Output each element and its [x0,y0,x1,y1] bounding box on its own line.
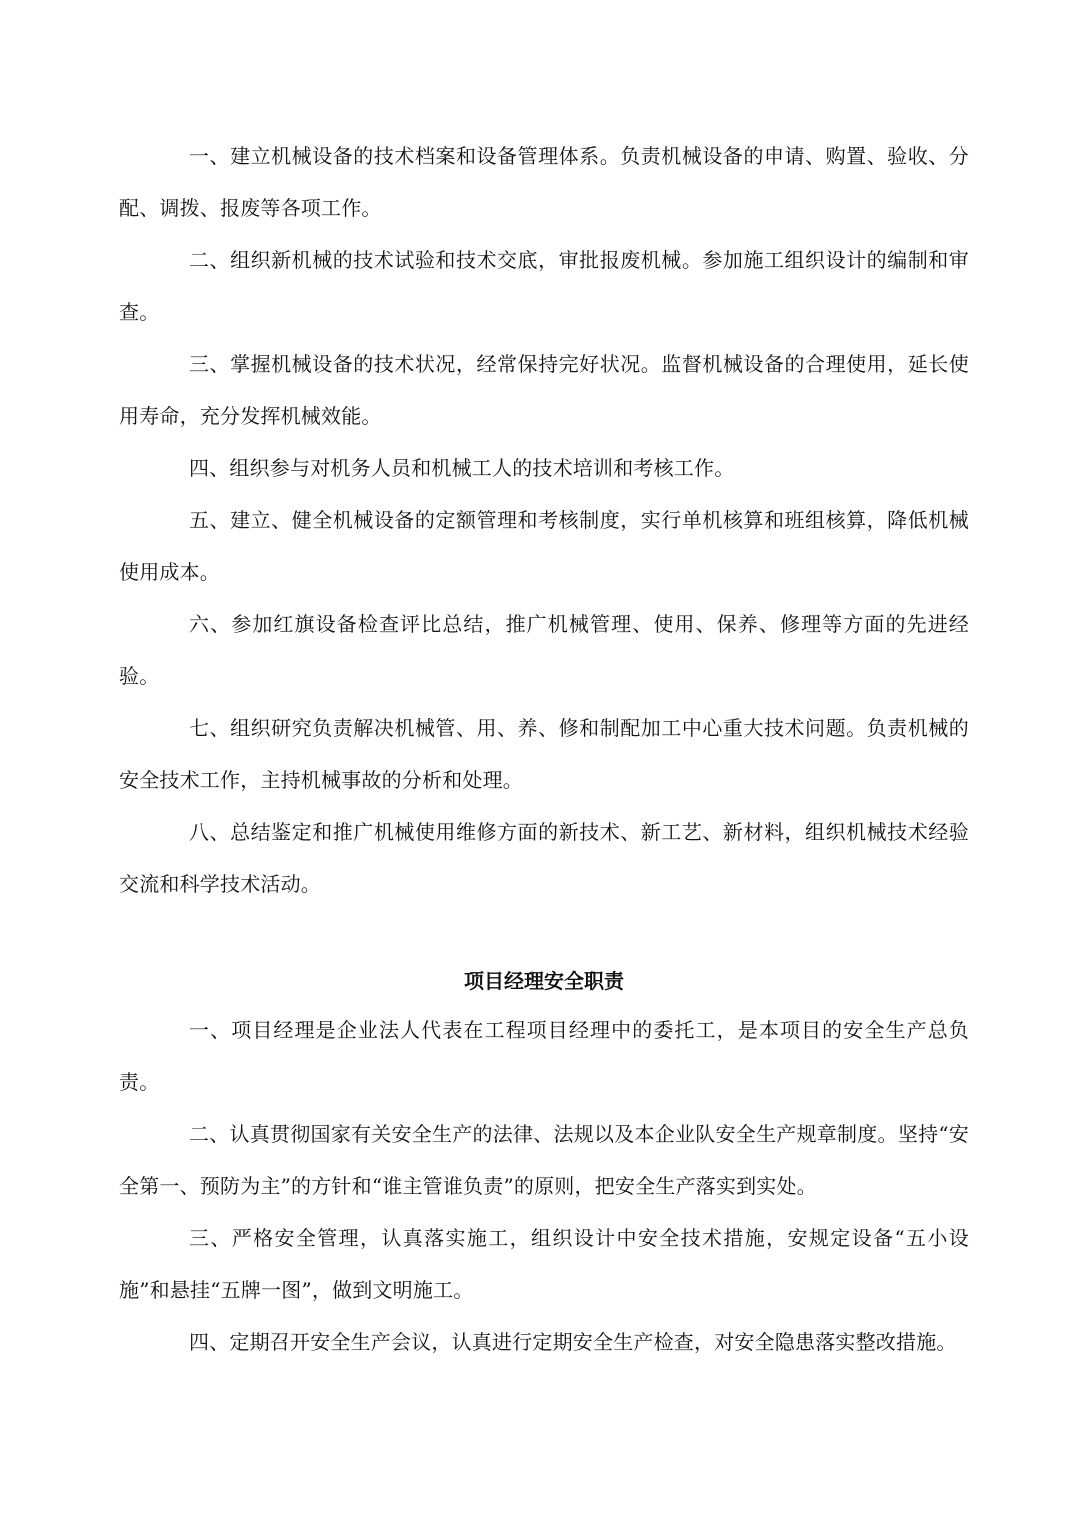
document-body [119,130,969,1368]
duty-paragraph-4: 四、组织参与对机务人员和机械工人的技术培训和考核工作。 [189,456,735,480]
section-title: 项目经理安全职责 [464,969,624,993]
safety-paragraph-2: 二、认真贯彻国家有关安全生产的法律、法规以及本企业队安全生产规章制度。坚持“安全第一、预防为主”的方针和“谁主管谁负责”的原则，把安全生产落实到实处。 [119,1122,969,1198]
equipment-duties-section [119,130,969,910]
safety-paragraph-4: 四、定期召开安全生产会议，认真进行定期安全生产检查，对安全隐患落实整改措施。 [189,1330,957,1354]
duty-paragraph-6: 六、参加红旗设备检查评比总结，推广机械管理、使用、保养、修理等方面的先进经验。 [119,612,969,688]
duty-paragraph-2: 二、组织新机械的技术试验和技术交底，审批报废机械。参加施工组织设计的编制和审查。 [119,248,969,324]
safety-paragraph-3: 三、严格安全管理，认真落实施工，组织设计中安全技术措施，安规定设备“五小设施”和悬挂“五牌一图”，做到文明施工。 [119,1226,969,1302]
duty-paragraph-1: 一、建立机械设备的技术档案和设备管理体系。负责机械设备的申请、购置、验收、分配、调拨、报废等各项工作。 [119,144,969,220]
duty-paragraph-3: 三、掌握机械设备的技术状况，经常保持完好状况。监督机械设备的合理使用，延长使用寿命，充分发挥机械效能。 [119,352,969,428]
project-manager-safety-section [119,958,969,1368]
duty-paragraph-5: 五、建立、健全机械设备的定额管理和考核制度，实行单机核算和班组核算，降低机械使用成本。 [119,508,969,584]
safety-paragraph-1: 一、项目经理是企业法人代表在工程项目经理中的委托工，是本项目的安全生产总负责。 [119,1018,969,1094]
duty-paragraph-8: 八、总结鉴定和推广机械使用维修方面的新技术、新工艺、新材料，组织机械技术经验交流和科学技术活动。 [119,820,969,896]
duty-paragraph-7: 七、组织研究负责解决机械管、用、养、修和制配加工中心重大技术问题。负责机械的安全技术工作，主持机械事故的分析和处理。 [119,716,969,792]
